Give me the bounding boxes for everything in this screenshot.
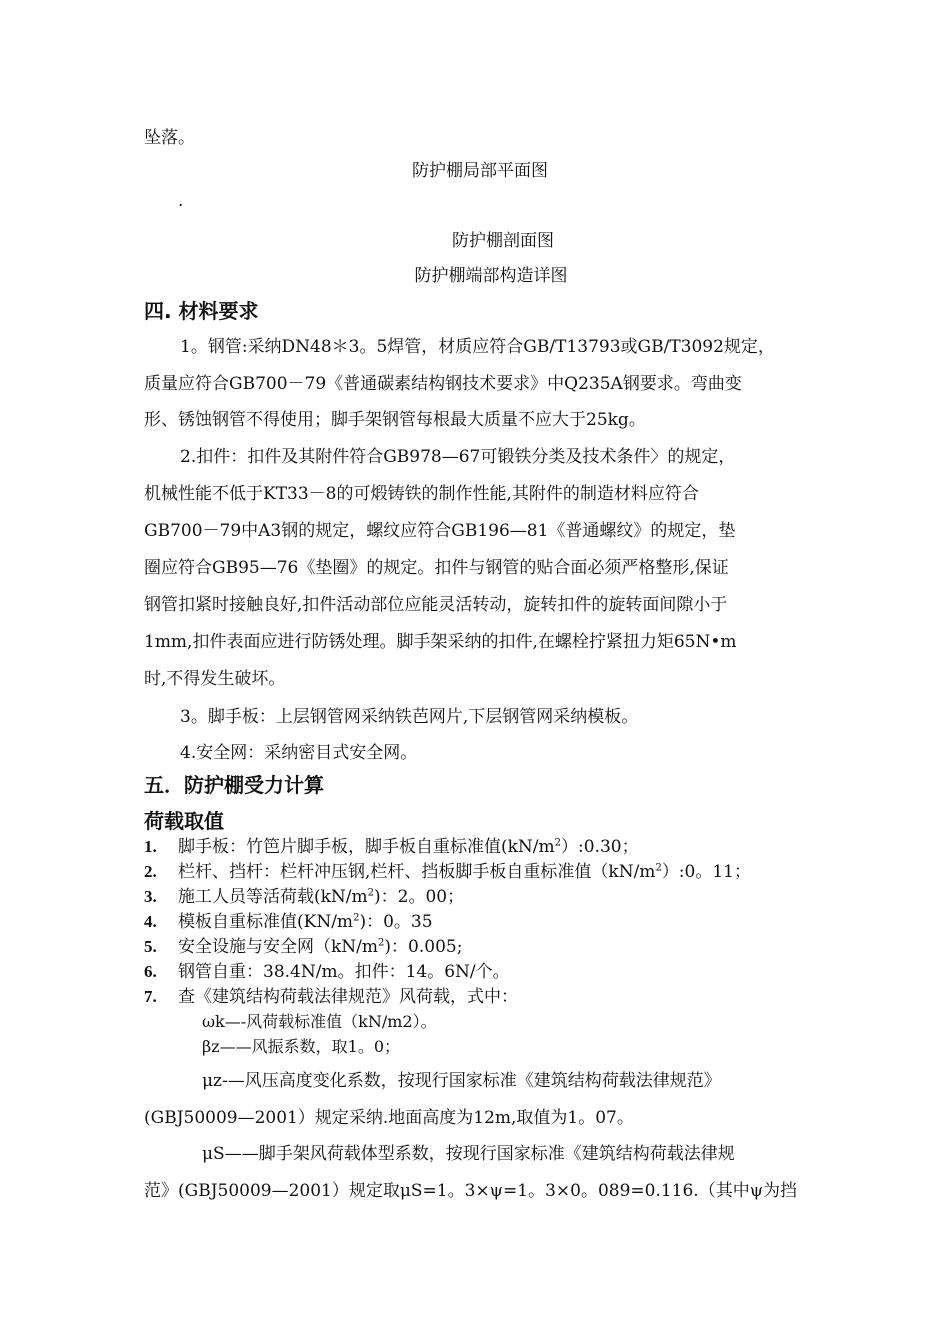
stray-dot: . [178,191,184,211]
definition-wk: ωk—-风荷载标准值（kN/m2）。 [202,1012,437,1031]
section-5-heading: 五．防护棚受力计算 [144,773,324,797]
para-2-line-2: 机械性能不低于KT33－8的可煅铸铁的制作性能,其附件的制造材料应符合 [144,484,699,504]
load-item-7 [144,986,518,1008]
item-text: 钢管自重：38.4N/m。扣件：14。6N/个。 [178,962,510,982]
figure-caption-plan: 防护棚局部平面图 [412,161,548,181]
item-text-end: )：2。00； [374,887,465,907]
para-3: 3。脚手板：上层钢管网采纳铁芭网片,下层钢管网采纳模板。 [180,707,639,727]
item-text: 查《建筑结构荷载法律规范》风荷载，式中： [178,987,518,1007]
definition-us-line-2: 范》(GBJ50009—2001）规定取μS=1。3×ψ=1。3×0。089=0.116.（其中ψ为挡 [144,1181,798,1201]
load-item-4 [144,911,433,933]
definition-us-line-1: μS——脚手架风荷载体型系数，按现行国家标准《建筑结构荷载法律规 [202,1144,735,1164]
item-text-end: ）:0.30； [561,837,639,857]
item-number: 1. [144,837,157,856]
item-number: 5. [144,937,157,956]
item-number: 3. [144,887,157,906]
item-text: 栏杆、挡杆：栏杆冲压钢,栏杆、挡板脚手板自重标准值（kN/m [178,862,656,882]
para-1-line-2: 质量应符合GB700－79《普通碳素结构钢技术要求》中Q235A钢要求。弯曲变 [144,374,742,394]
superscript: 2 [378,937,385,949]
para-2-line-3: GB700－79中A3钢的规定，螺纹应符合GB196—81《普通螺纹》的规定，垫 [144,521,736,541]
para-1-line-1: 1。钢管:采纳DN48＊3。5焊管，材质应符合GB/T13793或GB/T3092规定， [180,337,775,357]
definition-uz-line-2: (GBJ50009—2001）规定采纳.地面高度为12m,取值为1。07。 [144,1108,634,1128]
item-text-end: )：0.005; [384,937,463,957]
item-number: 4. [144,912,157,931]
item-text: 安全设施与安全网（kN/m [178,937,379,957]
para-2-line-5: 钢管扣紧时接触良好,扣件活动部位应能灵活转动，旋转扣件的旋转面间隙小于 [144,595,728,615]
para-1-line-3: 形、锈蚀钢管不得使用；脚手架钢管每根最大质量不应大于25kg。 [144,410,646,430]
item-number: 7. [144,987,157,1006]
load-item-2 [144,861,751,883]
superscript: 2 [353,912,360,924]
superscript: 2 [367,887,375,899]
load-item-3 [144,886,464,908]
para-2-line-4: 圈应符合GB95—76《垫圈》的规定。扣件与钢管的贴合面必须严格整形,保证 [144,558,729,578]
para-2-line-7: 时,不得发生破坏。 [144,669,286,689]
item-text: 模板自重标准值(KN/m [178,912,354,932]
section-4-heading: 四. 材料要求 [144,299,259,323]
continued-text: 坠落。 [144,128,195,148]
item-number: 6. [144,962,157,981]
superscript: 2 [554,837,562,849]
figure-caption-section: 防护棚剖面图 [452,231,554,251]
definition-bz: βz——风振系数，取1。0； [202,1037,401,1056]
para-4: 4.安全网：采纳密目式安全网。 [180,743,418,763]
para-2-line-6: 1mm,扣件表面应进行防锈处理。脚手架采纳的扣件,在螺栓拧紧扭力矩65N•m [144,632,737,652]
definition-uz-line-1: μz-—风压高度变化系数，按现行国家标准《建筑结构荷载法律规范》 [202,1071,721,1091]
superscript: 2 [655,862,662,874]
load-values-subheading: 荷载取值 [144,809,224,833]
load-item-5 [144,936,462,958]
item-number: 2. [144,862,157,881]
item-text: 施工人员等活荷载(kN/m [178,887,368,907]
load-item-6 [144,961,510,983]
para-2-line-1: 2.扣件：扣件及其附件符合GB978—67可锻铁分类及技术条件〉的规定， [180,447,736,467]
item-text: 脚手板：竹笆片脚手板，脚手板自重标准值(kN/m [178,837,555,857]
item-text-end: ）:0。11； [661,862,751,882]
figure-caption-detail: 防护棚端部构造详图 [414,266,568,286]
load-item-1 [144,836,639,858]
item-text-end: )：0。35 [359,912,433,932]
